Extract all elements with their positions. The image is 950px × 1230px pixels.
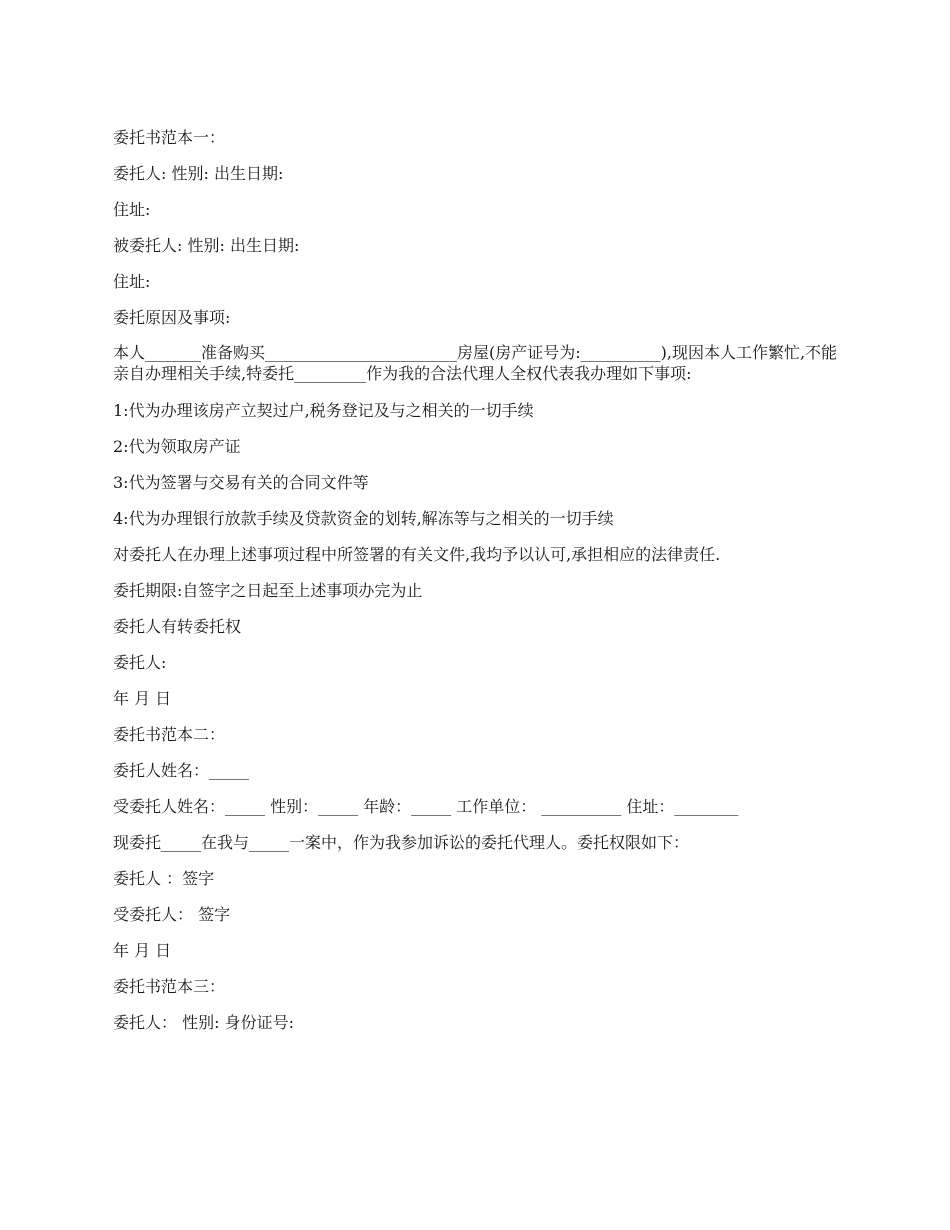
agent-signature-line: 受委托人： 签字: [113, 905, 231, 924]
principal-line: 委托人: 性别: 出生日期:: [113, 164, 284, 183]
agent-line: 被委托人: 性别: 出生日期:: [113, 236, 300, 255]
heading-sample-three: 委托书范本三：: [113, 977, 226, 996]
subdelegation-line: 委托人有转委托权: [113, 617, 242, 636]
signature-principal-line: 委托人:: [113, 653, 167, 672]
agent-details-line: 受委托人姓名：_____ 性别：_____ 年龄：_____ 工作单位： __________ 住址：________: [113, 797, 739, 816]
principal-name-line: 委托人姓名：_____: [113, 761, 250, 780]
date-line-two: 年 月 日: [113, 941, 172, 960]
heading-sample-one: 委托书范本一：: [113, 128, 226, 147]
authorization-paragraph: 本人_______准备购买________________________房屋(房产证号为:__________),现因本人工作繁忙,不能亲自办理相关手续,特委托_________作为我的合法代理人全权代表我办理如下事项:: [113, 343, 838, 383]
commission-line: 现委托_____在我与_____一案中，作为我参加诉讼的委托代理人。委托权限如下：: [113, 833, 690, 852]
principal-id-line: 委托人： 性别: 身份证号:: [113, 1013, 294, 1032]
item-1: 1:代为办理该房产立契过户,税务登记及与之相关的一切手续: [113, 401, 534, 420]
principal-address-line: 住址:: [113, 200, 151, 219]
principal-signature-line: 委托人 ：签字: [113, 869, 215, 888]
term-line: 委托期限:自签字之日起至上述事项办完为止: [113, 581, 423, 600]
date-line: 年 月 日: [113, 689, 172, 708]
item-4: 4:代为办理银行放款手续及贷款资金的划转,解冻等与之相关的一切手续: [113, 509, 614, 528]
item-3: 3:代为签署与交易有关的合同文件等: [113, 473, 369, 492]
acknowledgement-line: 对委托人在办理上述事项过程中所签署的有关文件,我均予以认可,承担相应的法律责任.: [113, 545, 721, 564]
heading-sample-two: 委托书范本二：: [113, 725, 226, 744]
item-2: 2:代为领取房产证: [113, 437, 241, 456]
reason-heading: 委托原因及事项:: [113, 308, 231, 327]
document-body: [113, 126, 838, 1047]
agent-address-line: 住址:: [113, 272, 151, 291]
